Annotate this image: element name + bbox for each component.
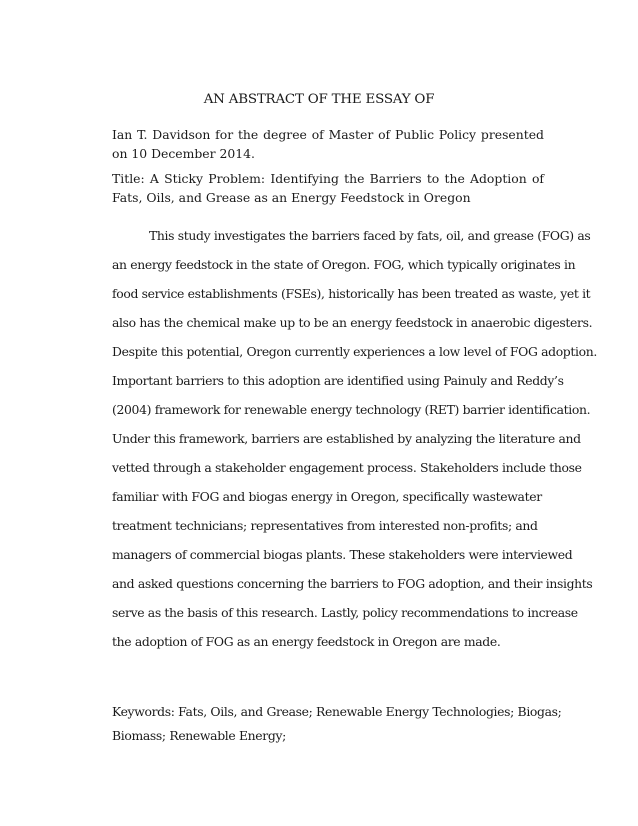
abstract-line: serve as the basis of this research. Lastly, policy recommendations to increase <box>112 605 578 620</box>
keywords-line: Biomass; Renewable Energy; <box>112 728 286 743</box>
abstract-line: treatment technicians; representatives from interested non-profits; and <box>112 518 538 533</box>
abstract-line: (2004) framework for renewable energy technology (RET) barrier identification. <box>112 402 591 417</box>
abstract-line: familiar with FOG and biogas energy in Oregon, specifically wastewater <box>112 489 542 504</box>
keywords-line: Keywords: Fats, Oils, and Grease; Renewable Energy Technologies; Biogas; <box>112 704 562 719</box>
abstract-line: also has the chemical make up to be an energy feedstock in anaerobic digesters. <box>112 315 593 330</box>
essay-title: Title: A Sticky Problem: Identifying the Barriers to the Adoption of Fats, Oils, and Grease as an Energy Feedstock in Oregon <box>112 171 544 205</box>
abstract-line: This study investigates the barriers faced by fats, oil, and grease (FOG) as <box>149 228 591 243</box>
abstract-line: the adoption of FOG as an energy feedstock in Oregon are made. <box>112 634 501 649</box>
abstract-line: and asked questions concerning the barriers to FOG adoption, and their insights <box>112 576 593 591</box>
abstract-line: food service establishments (FSEs), historically has been treated as waste, yet it <box>112 286 591 301</box>
keywords-section <box>112 702 562 750</box>
abstract-line: Despite this potential, Oregon currently experiences a low level of FOG adoption. <box>112 344 597 359</box>
abstract-body <box>112 226 597 661</box>
page-heading: AN ABSTRACT OF THE ESSAY OF <box>203 92 435 107</box>
abstract-line: vetted through a stakeholder engagement process. Stakeholders include those <box>112 460 582 475</box>
author-statement: Ian T. Davidson for the degree of Master of Public Policy presented on 10 December 2014. <box>112 127 544 161</box>
abstract-line: an energy feedstock in the state of Oregon. FOG, which typically originates in <box>112 257 576 272</box>
abstract-line: managers of commercial biogas plants. These stakeholders were interviewed <box>112 547 573 562</box>
abstract-line: Important barriers to this adoption are identified using Painuly and Reddy’s <box>112 373 564 388</box>
abstract-line: Under this framework, barriers are established by analyzing the literature and <box>112 431 581 446</box>
